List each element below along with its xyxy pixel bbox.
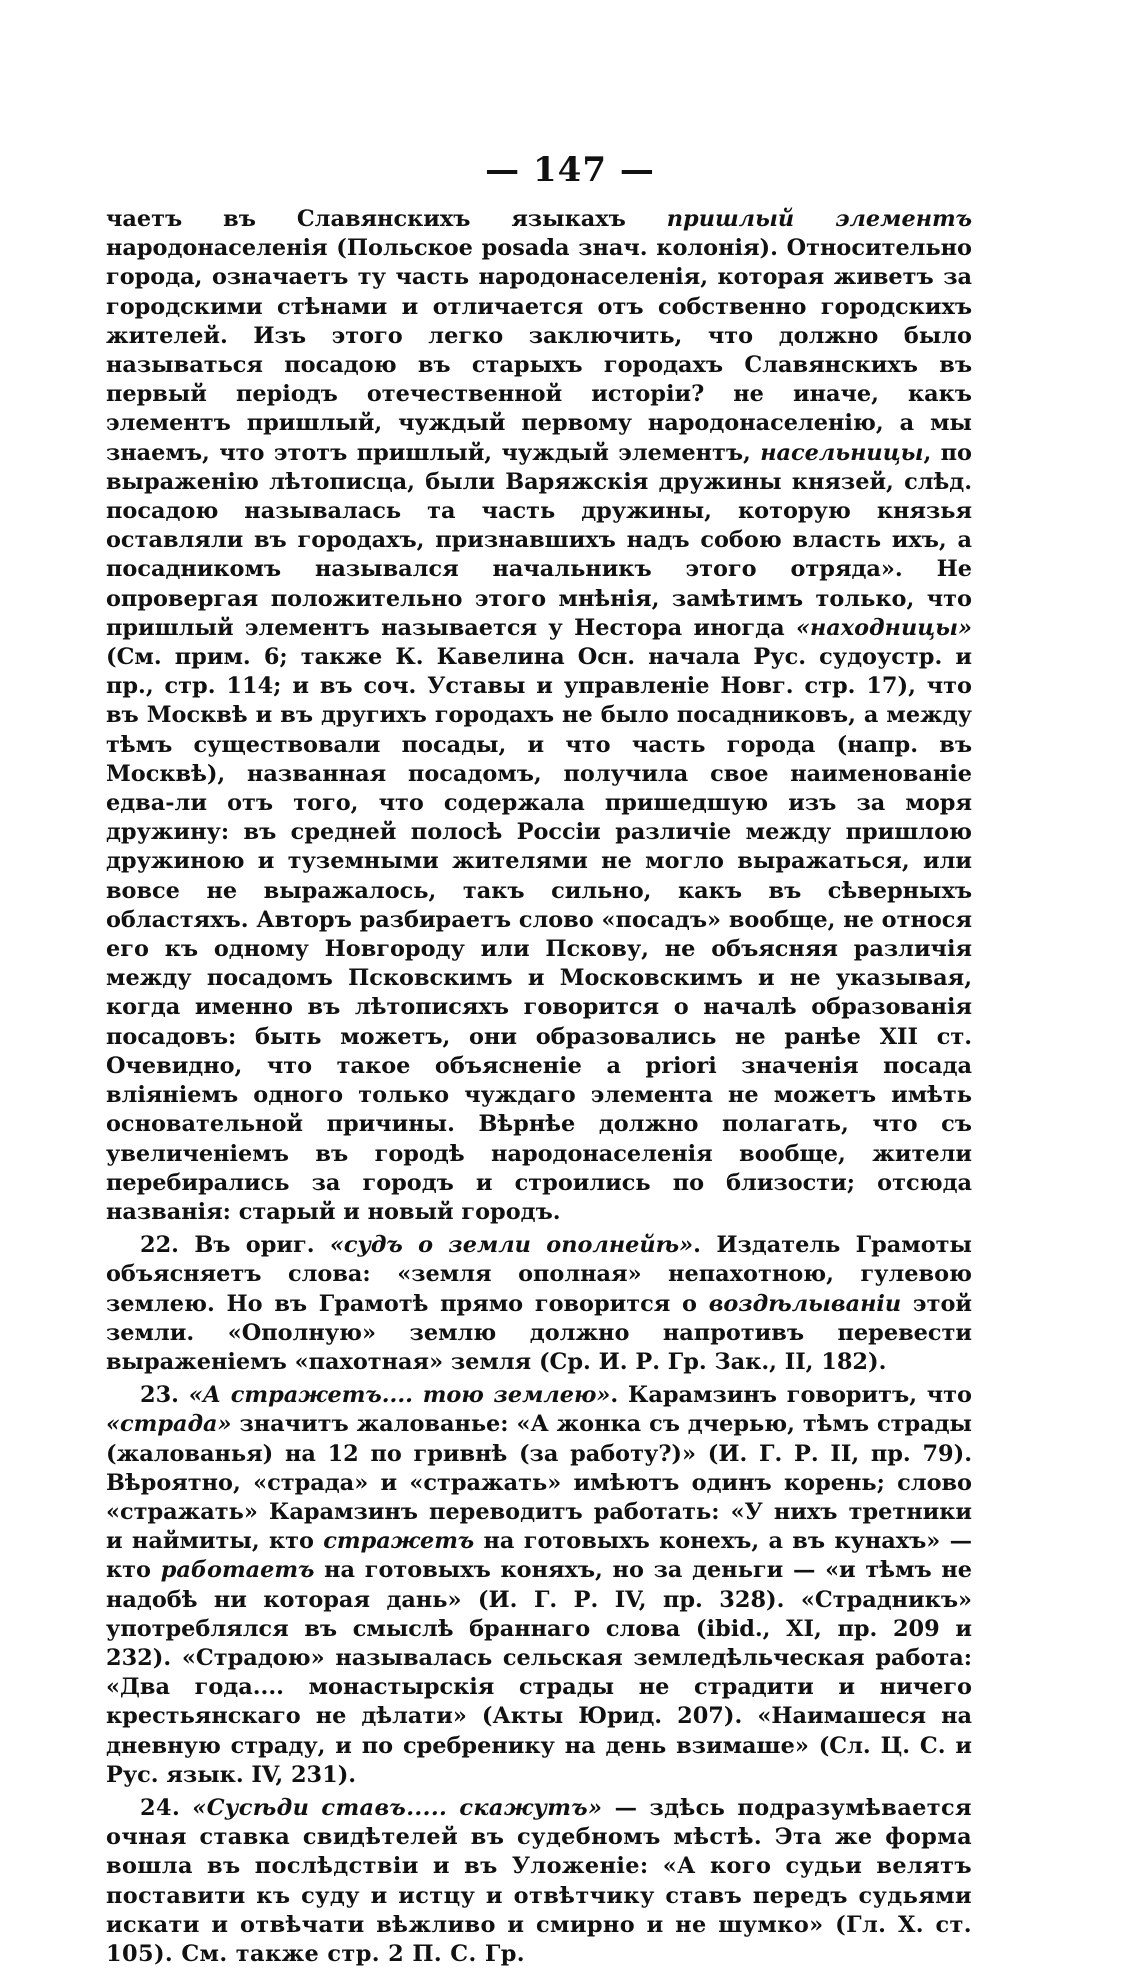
text-segment: Въ ориг.: [178, 1232, 330, 1259]
text-segment: [179, 1382, 189, 1408]
text-segment: , по выраженію лѣтописца, были Варяжскія дружины князей, слѣд. посадою называлась та часть дружины, которую князья оставляли въ городахъ, признавшихъ надъ собою власть ихъ, а посадникомъ назывался начальникъ этого отряда». Не опровергая положительно этого мнѣнія, замѣтимъ только, что пришлый элементъ называется у Нестора иногда: [106, 439, 972, 641]
text-segment: [180, 1795, 192, 1821]
italic-segment: «судъ о земли ополнейѣ»: [329, 1232, 694, 1259]
footnote-22: [106, 1231, 972, 1377]
italic-segment: «страда»: [106, 1411, 232, 1438]
footnote-24: [106, 1794, 972, 1969]
text-segment: народонаселенія (Польское posada знач. колонія). Относительно города, означаетъ ту часть народонаселенія, которая живетъ за городскими стѣнами и отличается отъ собственно городскихъ жителей. Изъ этого легко заключить, что должно было называться посадою въ старыхъ городахъ Славянскихъ въ первый періодъ отечественной исторіи? не иначе, какъ элементъ пришлый, чуждый первому народонаселенію, а мы знаемъ, что этотъ пришлый, чуждый элементъ,: [106, 235, 972, 466]
italic-segment: пришлый элементъ: [666, 206, 972, 232]
italic-segment: «Сусѣди ставъ..... скажутъ»: [192, 1794, 603, 1821]
text-segment: — здѣсь подразумѣвается очная ставка свидѣтелей въ судебномъ мѣстѣ. Эта же форма вошла въ послѣдствіи и въ Уложеніе: «А кого судьи велятъ поставити къ суду и истцу и отвѣтчику ставъ передъ судьями искати и отвѣчати вѣжливо и смирно и не шумко» (Гл. X. ст. 105). См. также стр. 2 П. С. Гр.: [106, 1794, 972, 1967]
text-segment: значитъ жалованье: «А жонка съ дчерью, тѣмъ страды (жалованья) на 12 по гривнѣ (за работу?)» (И. Г. Р. II, пр. 79). Вѣроятно, «страда» и «стражать» имѣютъ одинъ корень; слово «стражать» Карамзинъ переводитъ работать: «У нихъ третники и наймиты, кто: [106, 1411, 972, 1555]
footnote-number: 23.: [140, 1382, 179, 1409]
continued-paragraph: [106, 205, 972, 1227]
page-body: [106, 205, 972, 1969]
italic-segment: «находницы»: [795, 614, 972, 641]
italic-segment: работаетъ: [160, 1557, 315, 1584]
footnote-number: 22.: [140, 1232, 179, 1259]
footnote-23: [106, 1381, 972, 1790]
text-segment: этой земли. «Ополную» землю должно напротивъ перевести выраженіемъ «пахотная» земля (Ср. И. Р. Гр. Зак., II, 182).: [106, 1290, 972, 1375]
text-segment: (См. прим. 6; также К. Кавелина Осн. начала Рус. судоустр. и пр., стр. 114; и въ соч. Уставы и управленіе Новг. стр. 17), что въ Москвѣ и въ другихъ городахъ не было посадниковъ, а между тѣмъ существовали посады, и что часть города (напр. въ Москвѣ), названная посадомъ, получила свое наименованіе едва-ли отъ того, что содержала пришедшую изъ за моря дружину: въ средней полосѣ Россіи различіе между пришлою дружиною и туземными жителями не могло выражаться, или вовсе не выражалось, такъ сильно, какъ въ сѣверныхъ областяхъ. Авторъ разбираетъ слово «посадъ» вообще, не относя его къ одному Новгороду или Пскову, не объясняя различія между посадомъ Псковскимъ и Московскимъ и не указывая, когда именно въ лѣтописяхъ говорится о началѣ образованія посадовъ: быть можетъ, они образовались не ранѣе XII ст. Очевидно, что такое объясненіе a priori значенія посада вліяніемъ одного только чуждаго элемента не можетъ имѣть основательной причины. Вѣрнѣе должно полагать, что съ увеличеніемъ въ городѣ народонаселенія вообще, жители перебирались за городъ и строились по близости; отсюда названія: старый и новый городъ.: [106, 644, 972, 1225]
text-segment: . Карамзинъ говоритъ, что: [610, 1382, 972, 1409]
italic-segment: «А стражетъ.... тою землею»: [188, 1382, 611, 1409]
footnote-number: 24.: [140, 1794, 181, 1821]
text-segment: . Издатель Грамоты объясняетъ слова: «земля ополная» непахотною, гулевою землею. Но въ Грамотѣ прямо говорится о: [106, 1232, 973, 1317]
text-segment: на готовыхъ коняхъ, но за деньги — «и тѣмъ не надобѣ ни которая дань» (И. Г. Р. IV, пр. 328). «Страдникъ» употреблялся въ смыслѣ браннаго слова (ibid., XI, пр. 209 и 232). «Страдою» называлась сельская земледѣльческая работа: «Два года.... монастырскія страды не страдити и ничего крестьянскаго не дѣлати» (Акты Юрид. 207). «Наимашеся на дневную страду, и по сребренику на день взимаше» (Сл. Ц. С. и Рус. язык. IV, 231).: [106, 1557, 973, 1788]
page-number: — 147 —: [485, 150, 655, 190]
italic-segment: стражетъ: [323, 1528, 475, 1555]
italic-segment: насельницы: [760, 439, 924, 466]
text-segment: чаетъ въ Славянскихъ языкахъ: [106, 206, 667, 232]
text-segment: на готовыхъ конехъ, а въ кунахъ» — кто: [106, 1528, 972, 1584]
italic-segment: воздѣлываніи: [708, 1290, 902, 1317]
